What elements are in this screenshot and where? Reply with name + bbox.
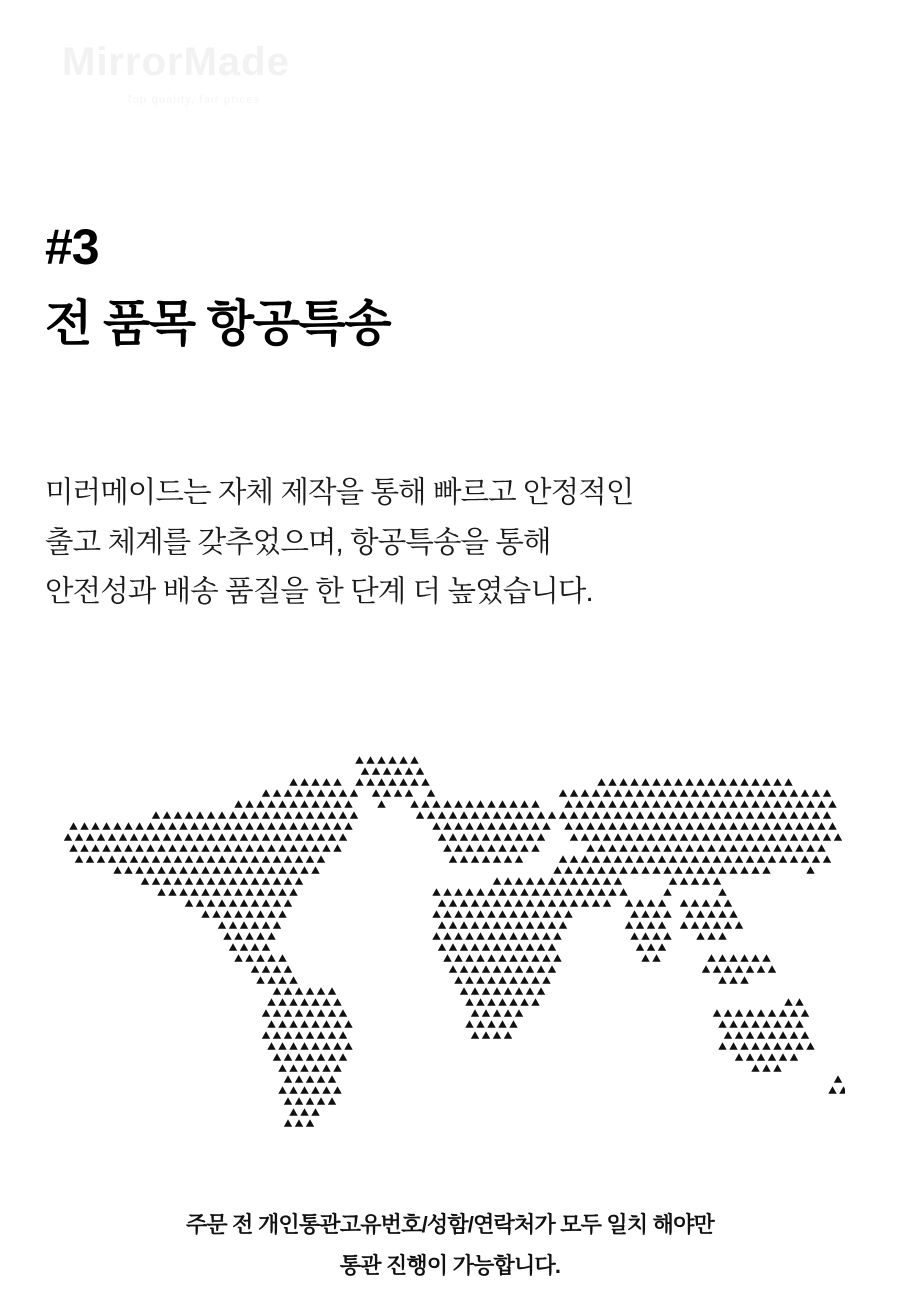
- watermark-tagline: Top quality, fair prices: [126, 94, 261, 106]
- body-line-2: 출고 체계를 갖추었으며, 항공특송을 통해: [45, 525, 551, 559]
- body-line-3: 안전성과 배송 품질을 한 단계 더 높였습니다.: [45, 575, 593, 609]
- footnote-line-2: 통관 진행이 가능합니다.: [339, 1252, 561, 1278]
- world-map-icon: [55, 745, 845, 1145]
- page-title: 전 품목 항공특송: [45, 297, 391, 351]
- section-number: #3: [45, 219, 99, 275]
- footnote-line-1: 주문 전 개인통관고유번호/성함/연락처가 모두 일치 해야만: [185, 1212, 715, 1237]
- watermark-brand: MirrorMade: [62, 40, 290, 84]
- watermark: [62, 42, 362, 106]
- body-line-1: 미러메이드는 자체 제작을 통해 빠르고 안정적인: [45, 476, 634, 509]
- body-paragraph: [45, 468, 875, 617]
- world-map: [0, 745, 900, 1155]
- footnote: [0, 1205, 900, 1286]
